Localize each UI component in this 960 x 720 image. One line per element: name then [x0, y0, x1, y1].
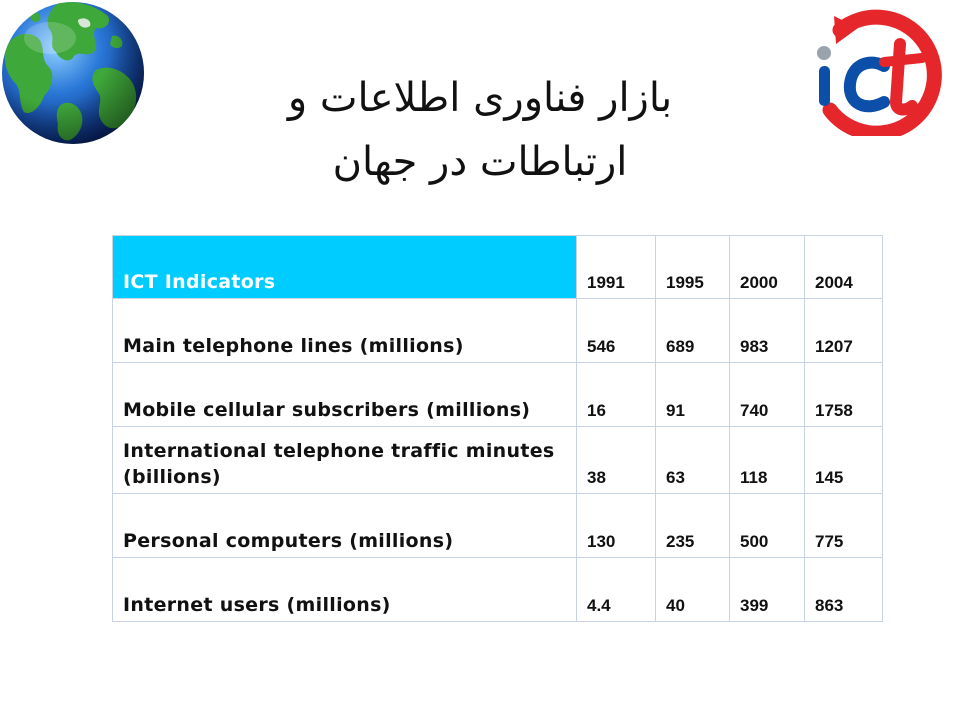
row-label: Personal computers (millions) — [113, 494, 577, 558]
table-row — [113, 427, 883, 494]
table-header-row — [113, 236, 883, 299]
ict-logo-icon — [800, 6, 950, 136]
table-cell: 16 — [577, 363, 656, 427]
table-cell: 1207 — [805, 299, 883, 363]
table-cell: 983 — [730, 299, 805, 363]
table-cell: 130 — [577, 494, 656, 558]
table-cell: 1758 — [805, 363, 883, 427]
table-cell: 118 — [730, 427, 805, 494]
table-cell: 399 — [730, 558, 805, 622]
year-header: 1991 — [577, 236, 656, 299]
row-label: International telephone traffic minutes (billions) — [113, 427, 577, 494]
table-cell: 689 — [656, 299, 730, 363]
table-cell: 546 — [577, 299, 656, 363]
year-header: 1995 — [656, 236, 730, 299]
table-cell: 775 — [805, 494, 883, 558]
year-header: 2004 — [805, 236, 883, 299]
ict-indicators-table — [112, 235, 883, 622]
table-cell: 40 — [656, 558, 730, 622]
table-row — [113, 299, 883, 363]
table-row — [113, 494, 883, 558]
title-line-2: ارتباطات در جهان — [332, 139, 628, 185]
row-label: Main telephone lines (millions) — [113, 299, 577, 363]
title-line-1: بازار فناوری اطلاعات و — [287, 75, 673, 121]
table-cell: 91 — [656, 363, 730, 427]
row-label: Internet users (millions) — [113, 558, 577, 622]
header-label: ICT Indicators — [113, 236, 577, 299]
year-header: 2000 — [730, 236, 805, 299]
table-row — [113, 363, 883, 427]
row-label: Mobile cellular subscribers (millions) — [113, 363, 577, 427]
table-cell: 500 — [730, 494, 805, 558]
table-cell: 63 — [656, 427, 730, 494]
globe-icon — [0, 0, 146, 146]
table-cell: 4.4 — [577, 558, 656, 622]
table-cell: 740 — [730, 363, 805, 427]
table-cell: 145 — [805, 427, 883, 494]
page-title — [240, 66, 720, 194]
table-row — [113, 558, 883, 622]
table-cell: 863 — [805, 558, 883, 622]
table-cell: 38 — [577, 427, 656, 494]
table-cell: 235 — [656, 494, 730, 558]
